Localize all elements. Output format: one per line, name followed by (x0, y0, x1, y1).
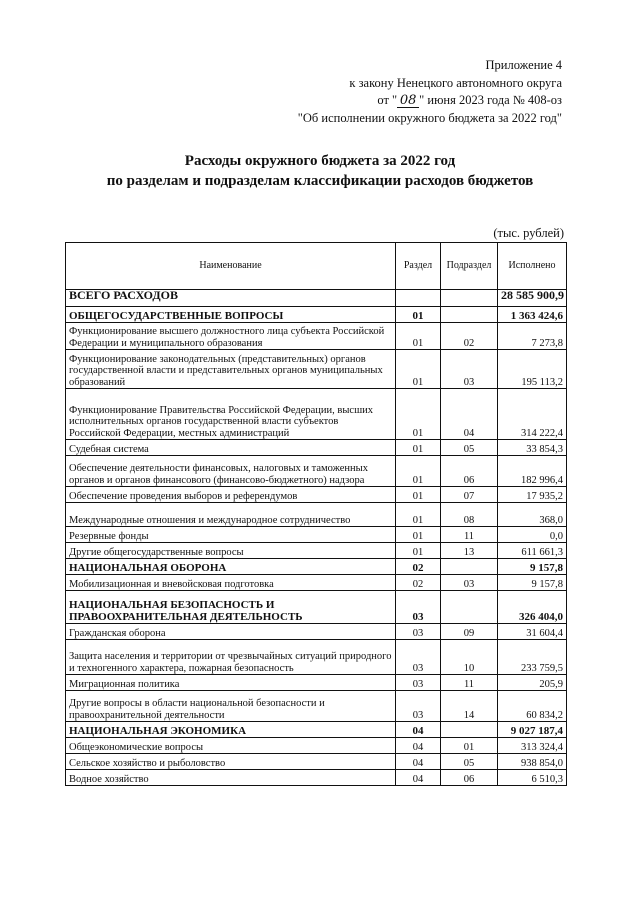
row-name: НАЦИОНАЛЬНАЯ ЭКОНОМИКА (66, 722, 396, 738)
row-razdel: 04 (396, 770, 441, 786)
row-name: Резервные фонды (66, 527, 396, 543)
row-podrazdel: 01 (441, 738, 498, 754)
table-row (66, 722, 567, 738)
row-podrazdel: 09 (441, 624, 498, 640)
table-row (66, 290, 567, 307)
row-razdel: 01 (396, 389, 441, 440)
row-name: Сельское хозяйство и рыболовство (66, 754, 396, 770)
row-name: ОБЩЕГОСУДАРСТВЕННЫЕ ВОПРОСЫ (66, 307, 396, 323)
table-row (66, 591, 567, 624)
row-amount: 9 157,8 (498, 559, 567, 575)
row-amount: 9 027 187,4 (498, 722, 567, 738)
row-podrazdel: 11 (441, 527, 498, 543)
row-name: Другие общегосударственные вопросы (66, 543, 396, 559)
row-razdel: 01 (396, 440, 441, 456)
row-name: Судебная система (66, 440, 396, 456)
row-podrazdel (441, 290, 498, 307)
row-name: Функционирование законодательных (представительных) органов государственной власти и представительных органов муниципальных образований (66, 350, 396, 389)
row-razdel: 04 (396, 738, 441, 754)
row-name: Обеспечение деятельности финансовых, налоговых и таможенных органов и органов финансового (финансово-бюджетного) надзора (66, 456, 396, 487)
row-podrazdel: 14 (441, 691, 498, 722)
col-header-amount: Исполнено (498, 243, 567, 290)
row-name: Миграционная политика (66, 675, 396, 691)
row-amount: 611 661,3 (498, 543, 567, 559)
row-razdel: 01 (396, 323, 441, 350)
table-row (66, 456, 567, 487)
row-name: ВСЕГО РАСХОДОВ (66, 290, 396, 307)
col-header-podrazdel: Подраздел (441, 243, 498, 290)
row-name: Гражданская оборона (66, 624, 396, 640)
table-row (66, 307, 567, 323)
row-amount: 182 996,4 (498, 456, 567, 487)
row-razdel: 01 (396, 527, 441, 543)
row-amount: 9 157,8 (498, 575, 567, 591)
row-podrazdel: 13 (441, 543, 498, 559)
row-name: Международные отношения и международное сотрудничество (66, 503, 396, 527)
appendix-number: Приложение 4 (485, 58, 562, 72)
row-amount: 33 854,3 (498, 440, 567, 456)
row-amount: 195 113,2 (498, 350, 567, 389)
row-amount: 326 404,0 (498, 591, 567, 624)
row-name: Обеспечение проведения выборов и референдумов (66, 487, 396, 503)
row-name: Водное хозяйство (66, 770, 396, 786)
row-razdel: 03 (396, 675, 441, 691)
row-razdel: 04 (396, 754, 441, 770)
row-amount: 17 935,2 (498, 487, 567, 503)
table-row (66, 754, 567, 770)
table-row (66, 691, 567, 722)
row-podrazdel (441, 559, 498, 575)
row-amount: 314 222,4 (498, 389, 567, 440)
table-row (66, 487, 567, 503)
table-row (66, 770, 567, 786)
row-name: НАЦИОНАЛЬНАЯ ОБОРОНА (66, 559, 396, 575)
row-podrazdel: 11 (441, 675, 498, 691)
table-row (66, 527, 567, 543)
col-header-razdel: Раздел (396, 243, 441, 290)
row-amount: 28 585 900,9 (498, 290, 567, 307)
row-name: Общеэкономические вопросы (66, 738, 396, 754)
expenditure-table (65, 242, 567, 786)
row-podrazdel: 02 (441, 323, 498, 350)
row-razdel: 03 (396, 640, 441, 675)
title-line-2: по разделам и подразделам классификации расходов бюджетов (106, 173, 534, 189)
appendix-law-title: "Об исполнении окружного бюджета за 2022 год" (297, 110, 562, 125)
table-row (66, 543, 567, 559)
row-name: Мобилизационная и вневойсковая подготовка (66, 575, 396, 591)
row-razdel: 01 (396, 350, 441, 389)
row-podrazdel: 08 (441, 503, 498, 527)
row-razdel: 03 (396, 691, 441, 722)
document-title (0, 151, 640, 191)
table-row (66, 440, 567, 456)
row-podrazdel: 03 (441, 575, 498, 591)
table-row (66, 389, 567, 440)
row-razdel: 03 (396, 624, 441, 640)
row-podrazdel (441, 307, 498, 323)
row-razdel: 01 (396, 487, 441, 503)
row-amount: 1 363 424,6 (498, 307, 567, 323)
row-podrazdel (441, 722, 498, 738)
table-row (66, 640, 567, 675)
appendix-header (298, 57, 562, 127)
table-row (66, 350, 567, 389)
table-row (66, 575, 567, 591)
row-amount: 205,9 (498, 675, 567, 691)
row-razdel: 04 (396, 722, 441, 738)
row-amount: 233 759,5 (498, 640, 567, 675)
row-podrazdel: 10 (441, 640, 498, 675)
row-razdel: 01 (396, 456, 441, 487)
handwritten-day: 08 (397, 94, 419, 108)
col-header-name: Наименование (66, 243, 396, 290)
row-amount: 0,0 (498, 527, 567, 543)
row-podrazdel (441, 591, 498, 624)
table-row (66, 624, 567, 640)
row-name: Функционирование высшего должностного лица субъекта Российской Федерации и муниципального образования (66, 323, 396, 350)
row-razdel (396, 290, 441, 307)
row-razdel: 01 (396, 503, 441, 527)
title-line-1: Расходы окружного бюджета за 2022 год (184, 153, 456, 169)
date-prefix: от " (377, 93, 398, 107)
row-razdel: 02 (396, 559, 441, 575)
row-podrazdel: 04 (441, 389, 498, 440)
table-row (66, 503, 567, 527)
row-razdel: 02 (396, 575, 441, 591)
row-name: Функционирование Правительства Российской Федерации, высших исполнительных органов государственной власти субъектов Российской Федерации, местных администраций (66, 389, 396, 440)
row-podrazdel: 07 (441, 487, 498, 503)
table-row (66, 323, 567, 350)
row-name: НАЦИОНАЛЬНАЯ БЕЗОПАСНОСТЬ И ПРАВООХРАНИТЕЛЬНАЯ ДЕЯТЕЛЬНОСТЬ (66, 591, 396, 624)
row-razdel: 03 (396, 591, 441, 624)
table-header-row (66, 243, 567, 290)
units-label: (тыс. рублей) (493, 226, 564, 240)
date-suffix: " июня 2023 года № 408-оз (419, 93, 562, 107)
row-razdel: 01 (396, 307, 441, 323)
row-podrazdel: 05 (441, 754, 498, 770)
row-podrazdel: 06 (441, 770, 498, 786)
appendix-date (298, 92, 562, 110)
row-podrazdel: 03 (441, 350, 498, 389)
row-amount: 938 854,0 (498, 754, 567, 770)
row-amount: 60 834,2 (498, 691, 567, 722)
row-amount: 31 604,4 (498, 624, 567, 640)
row-amount: 313 324,4 (498, 738, 567, 754)
table-row (66, 559, 567, 575)
row-amount: 6 510,3 (498, 770, 567, 786)
row-name: Защита населения и территории от чрезвычайных ситуаций природного и техногенного характера, пожарная безопасность (66, 640, 396, 675)
row-podrazdel: 05 (441, 440, 498, 456)
appendix-law: к закону Ненецкого автономного округа (349, 75, 562, 90)
table-row (66, 738, 567, 754)
row-name: Другие вопросы в области национальной безопасности и правоохранительной деятельности (66, 691, 396, 722)
row-amount: 7 273,8 (498, 323, 567, 350)
table-row (66, 675, 567, 691)
row-podrazdel: 06 (441, 456, 498, 487)
row-razdel: 01 (396, 543, 441, 559)
row-amount: 368,0 (498, 503, 567, 527)
